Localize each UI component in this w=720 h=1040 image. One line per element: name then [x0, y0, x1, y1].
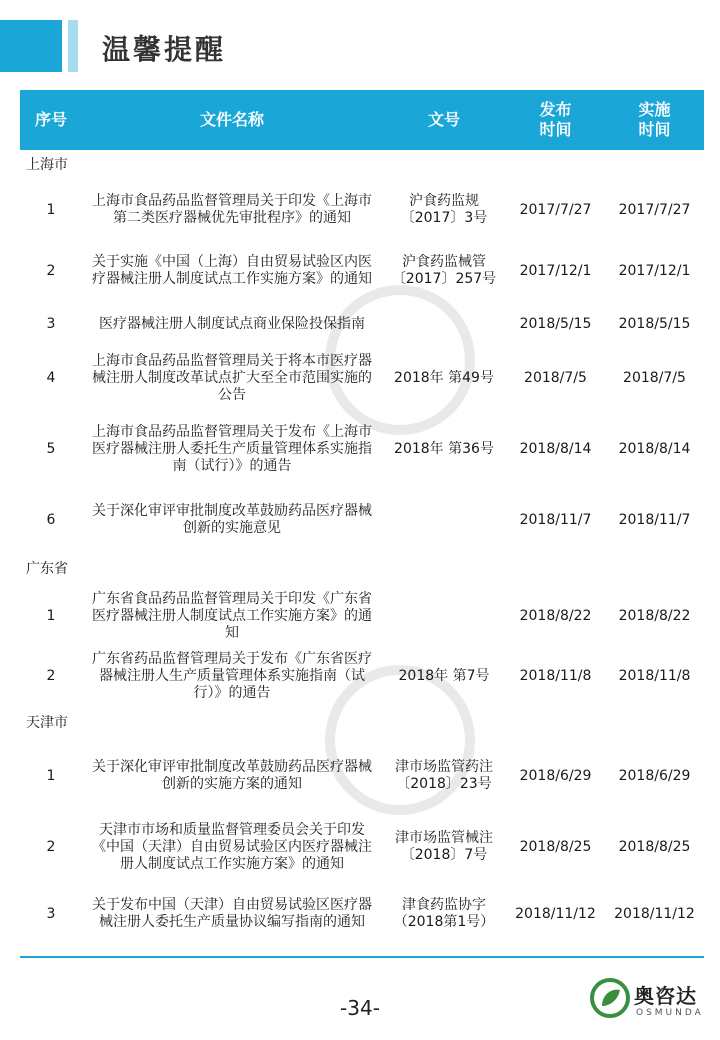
- page-title: 温馨提醒: [102, 33, 227, 66]
- row-no: 4: [46, 369, 56, 386]
- row-name: 上海市食品药品监督管理局关于发布《上海市医疗器械注册人委托生产质量管理体系实施指南（试行）》的通告: [92, 423, 372, 474]
- row-effective: 2018/6/29: [618, 767, 691, 784]
- header-accent-stripe: [68, 20, 78, 72]
- row-publish: 2017/12/1: [519, 262, 592, 279]
- row-effective: 2018/8/14: [618, 440, 691, 457]
- row-no: 1: [46, 607, 56, 624]
- column-header-doc-no: 文号: [382, 90, 506, 150]
- row-name: 上海市食品药品监督管理局关于印发《上海市第二类医疗器械优先审批程序》的通知: [92, 193, 372, 226]
- row-publish: 2018/11/8: [519, 667, 592, 684]
- table-header-row: [20, 90, 704, 150]
- table-row: [20, 302, 704, 346]
- row-publish: 2018/8/22: [519, 607, 592, 624]
- row-name: 关于深化审评审批制度改革鼓励药品医疗器械创新的实施方案的通知: [92, 759, 372, 792]
- table-row: [20, 410, 704, 488]
- row-no: 2: [46, 667, 56, 684]
- table-row: [20, 346, 704, 410]
- osmunda-leaf-icon: [590, 978, 630, 1018]
- row-effective: 2017/7/27: [618, 201, 691, 218]
- row-publish: 2018/8/25: [519, 838, 592, 855]
- row-doc-no: 2018年 第36号: [394, 440, 494, 457]
- row-name: 医疗器械注册人制度试点商业保险投保指南: [99, 315, 365, 332]
- row-doc-no: 沪食药监规〔2017〕3号: [400, 193, 488, 226]
- row-name: 广东省食品药品监督管理局关于印发《广东省医疗器械注册人制度试点工作实施方案》的通知: [92, 590, 372, 641]
- column-header-no: 序号: [20, 90, 82, 150]
- logo-name: 奥咨达: [634, 984, 697, 1008]
- table-row: [20, 882, 704, 946]
- row-name: 关于深化审评审批制度改革鼓励药品医疗器械创新的实施意见: [92, 503, 372, 536]
- row-publish: 2018/8/14: [519, 440, 592, 457]
- row-effective: 2018/8/25: [618, 838, 691, 855]
- page-header: [0, 20, 720, 72]
- row-effective: 2017/12/1: [618, 262, 691, 279]
- table-row: [20, 646, 704, 706]
- row-effective: 2018/11/7: [618, 511, 691, 528]
- table-row: [20, 180, 704, 240]
- group-label: 上海市: [26, 156, 68, 173]
- table-row: [20, 812, 704, 882]
- row-publish: 2018/7/5: [524, 369, 587, 386]
- row-publish: 2018/5/15: [519, 315, 592, 332]
- group-label: 广东省: [26, 560, 68, 577]
- row-no: 5: [46, 440, 56, 457]
- row-publish: 2017/7/27: [519, 201, 592, 218]
- row-doc-no: 沪食药监械管〔2017〕257号: [391, 254, 497, 287]
- header-accent-bar: [0, 20, 62, 72]
- group-label: 天津市: [26, 714, 68, 731]
- row-no: 3: [46, 315, 56, 332]
- row-no: 6: [46, 511, 56, 528]
- row-name: 广东省药品监督管理局关于发布《广东省医疗器械注册人生产质量管理体系实施指南（试行）》的通告: [92, 650, 372, 701]
- column-header-effective: 实施 时间: [605, 90, 704, 150]
- brand-logo: [590, 976, 710, 1028]
- row-publish: 2018/11/7: [519, 511, 592, 528]
- row-no: 2: [46, 262, 56, 279]
- row-name: 上海市食品药品监督管理局关于将本市医疗器械注册人制度改革试点扩大至全市范围实施的公告: [92, 352, 372, 403]
- group-row: [20, 706, 704, 740]
- row-name: 关于实施《中国（上海）自由贸易试验区内医疗器械注册人制度试点工作实施方案》的通知: [92, 254, 372, 287]
- row-no: 2: [46, 838, 56, 855]
- row-no: 1: [46, 767, 56, 784]
- row-doc-no: [382, 586, 506, 646]
- table-row: [20, 240, 704, 302]
- group-row: [20, 552, 704, 586]
- row-effective: 2018/11/8: [618, 667, 691, 684]
- row-no: 1: [46, 201, 56, 218]
- logo-subtitle: OSMUNDA: [636, 1008, 704, 1018]
- row-name: 关于发布中国（天津）自由贸易试验区医疗器械注册人委托生产质量协议编写指南的通知: [92, 897, 372, 930]
- row-doc-no: 津市场监管药注〔2018〕23号: [395, 759, 493, 792]
- row-doc-no: 津市场监管械注〔2018〕7号: [395, 830, 493, 863]
- row-doc-no: 津食药监协字（2018第1号）: [393, 897, 495, 930]
- page-number: -34-: [340, 996, 380, 1020]
- row-doc-no: 2018年 第49号: [394, 369, 494, 386]
- table-row: [20, 488, 704, 552]
- row-effective: 2018/5/15: [618, 315, 691, 332]
- group-row: [20, 150, 704, 180]
- row-effective: 2018/8/22: [618, 607, 691, 624]
- column-header-publish: 发布 时间: [506, 90, 605, 150]
- footer-divider: [20, 956, 704, 958]
- row-no: 3: [46, 905, 56, 922]
- row-publish: 2018/11/12: [515, 905, 596, 922]
- row-publish: 2018/6/29: [519, 767, 592, 784]
- row-doc-no: 2018年 第7号: [398, 667, 490, 684]
- table-row: [20, 740, 704, 812]
- row-effective: 2018/11/12: [614, 905, 695, 922]
- row-doc-no: [382, 302, 506, 346]
- column-header-name: 文件名称: [82, 90, 382, 150]
- row-name: 天津市市场和质量监督管理委员会关于印发《中国（天津）自由贸易试验区内医疗器械注册人制度试点工作实施方案》的通知: [92, 821, 372, 872]
- regulation-table: [20, 90, 704, 946]
- table-row: [20, 586, 704, 646]
- row-effective: 2018/7/5: [623, 369, 686, 386]
- row-doc-no: [382, 488, 506, 552]
